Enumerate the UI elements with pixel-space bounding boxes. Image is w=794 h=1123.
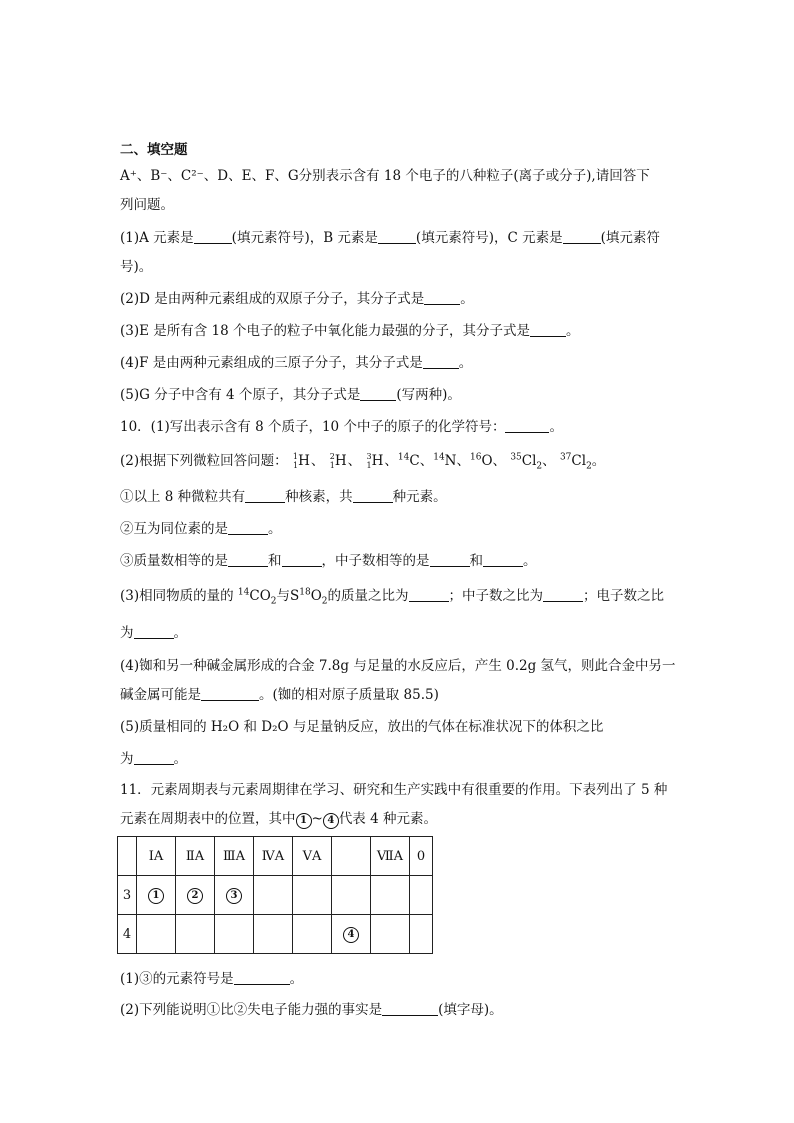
answer-blank[interactable] (194, 229, 232, 244)
table-cell (137, 915, 176, 954)
q10-p5-text: 为 (120, 751, 134, 767)
answer-blank[interactable] (382, 1001, 438, 1016)
q10-part1 (120, 418, 690, 436)
marker-2: 2 (187, 888, 203, 904)
q11-p1-text: (1)③的元素符号是 (120, 971, 234, 987)
q9-part2 (120, 290, 690, 308)
q9-p3-text: (3)E 是所有含 18 个电子的粒子中氧化能力最强的分子，其分子式是 (120, 323, 531, 339)
q10-part2: (2)根据下列微粒回答问题： $^1_1$H、 $^2_1$H、 $^3_1$H、$^{14}$C、$^{14}$N、$^{16}$O、 $^{35}Cl_2$、 $^{37}Cl_2$。 (120, 452, 606, 472)
q10-c3 (120, 552, 690, 570)
table-cell (176, 876, 215, 915)
answer-blank[interactable] (134, 750, 174, 765)
answer-blank[interactable] (228, 552, 268, 567)
q11-p2-text: (填字母)。 (438, 1002, 503, 1018)
q11-stem: 代表 4 种元素。 (338, 811, 437, 827)
q9-p1-text: 号)。 (120, 259, 153, 275)
q9-p4-text: 。 (458, 355, 473, 371)
q10-p4-text: 碱金属可能是 (120, 687, 201, 703)
q10-p5-text: (5)质量相同的 H₂O 和 D₂O 与足量钠反应，放出的气体在标准状况下的体积之比 (120, 719, 604, 735)
answer-blank[interactable] (282, 552, 322, 567)
table-cell (332, 876, 371, 915)
q10-p1-text: 。 (549, 419, 563, 435)
table-cell (410, 876, 433, 915)
q11-stem-line1 (120, 781, 690, 799)
q10-c1 (120, 488, 690, 506)
answer-blank[interactable] (530, 322, 566, 337)
q9-part1-cont (120, 258, 690, 276)
q9-p1-text: (1)A 元素是 (120, 230, 194, 246)
particle-o16: O (481, 453, 493, 469)
q10-c3-text: ，中子数相等的是 (321, 553, 430, 569)
answer-blank[interactable] (360, 386, 396, 401)
table-cell (293, 876, 332, 915)
answer-blank[interactable] (423, 354, 459, 369)
q10-p2-end: 。 (591, 453, 606, 469)
q10-part3: (3)相同物质的量的 $^{14}CO_2$与$S^{18}O_2$的质量之比为 ；中子数之比为 ；电子数之比 (120, 587, 665, 607)
q10-c2-text: 。 (268, 521, 282, 537)
answer-blank[interactable] (505, 418, 549, 433)
answer-blank[interactable] (563, 229, 601, 244)
q10-c3-text: 和 (268, 553, 282, 569)
q11-stem-line2 (120, 810, 690, 829)
q10-p3-text: 与 (276, 588, 291, 604)
q9-part5 (120, 386, 690, 404)
table-cell (137, 876, 176, 915)
table-cell (332, 837, 371, 876)
q9-p1-text: (填元素符 (600, 230, 660, 246)
q10-p5-text: 。 (173, 751, 187, 767)
table-cell (410, 915, 433, 954)
q10-p3-text: ；电子数之比 (583, 588, 665, 604)
q9-part3 (120, 322, 690, 340)
answer-blank[interactable] (134, 624, 174, 639)
answer-blank[interactable] (430, 552, 470, 567)
table-cell: ⅡA (176, 837, 215, 876)
answer-blank[interactable] (245, 488, 285, 503)
table-cell: 3 (118, 876, 137, 915)
q10-c3-text: ③质量数相等的是 (120, 553, 228, 569)
q9-p2-text: 。 (460, 291, 474, 307)
marker-1: 1 (148, 888, 164, 904)
q10-c1-text: ①以上 8 种微粒共有 (120, 489, 246, 505)
q9-part1 (120, 229, 690, 247)
q9-part4 (120, 354, 690, 372)
table-row-3 (118, 876, 433, 915)
q10-c1-text: 种元素。 (392, 489, 447, 505)
particle-h2: $^2_1$H (329, 452, 347, 470)
particle-c14: C (409, 453, 420, 469)
particle-h1: $^1_1$H (292, 452, 310, 470)
q9-p1-text: (填元素符号)，B 元素是 (231, 230, 378, 246)
table-cell (371, 876, 410, 915)
section-title: 二、填空题 (120, 142, 188, 158)
answer-blank[interactable] (483, 552, 523, 567)
q11-p2-text: (2)下列能说明①比②失电子能力强的事实是 (120, 1002, 383, 1018)
table-cell (215, 876, 254, 915)
q9-stem-1: A⁺、B⁻、C²⁻、D、E、F、G分别表示含有 18 个电子的八种粒子(离子或分子),请回答下 (120, 168, 650, 184)
q10-c3-text: 。 (523, 553, 537, 569)
q10-part4 (120, 657, 690, 675)
answer-blank[interactable] (234, 970, 290, 985)
q11-part1 (120, 970, 690, 988)
q10-p4-text: 。(铷的相对原子质量取 85.5) (259, 687, 439, 703)
table-header-row (118, 837, 433, 876)
q10-part3-cont (120, 624, 690, 642)
table-cell: ⅤA (293, 837, 332, 876)
q10-c1-text: 种核素，共 (285, 489, 353, 505)
marker-4: 4 (343, 927, 359, 943)
periodic-table (117, 836, 433, 954)
q9-p4-text: (4)F 是由两种元素组成的三原子分子，其分子式是 (120, 355, 423, 371)
q9-p1-text: (填元素符号)，C 元素是 (415, 230, 563, 246)
q10-c2 (120, 520, 690, 538)
table-cell: 4 (118, 915, 137, 954)
marker-4: 4 (323, 813, 339, 829)
table-cell: ⅦA (371, 837, 410, 876)
q9-stem-2: 列问题。 (120, 197, 174, 213)
particle-cl35: Cl (521, 453, 537, 469)
answer-blank[interactable] (353, 488, 393, 503)
particle-cl37: Cl (571, 453, 587, 469)
table-row-4 (118, 915, 433, 954)
table-cell (118, 837, 137, 876)
table-cell: ⅠA (137, 837, 176, 876)
q10-p3-text: 的质量之比为 (327, 588, 409, 604)
q10-p1-text: 10．(1)写出表示含有 8 个质子，10 个中子的原子的化学符号： (120, 419, 506, 435)
q9-p5-text: (写两种)。 (396, 387, 461, 403)
q10-c2-text: ②互为同位素的是 (120, 521, 228, 537)
q9-stem-line1 (120, 167, 690, 185)
answer-blank[interactable] (424, 290, 460, 305)
marker-1: 1 (296, 813, 312, 829)
q10-p3-text: 。 (173, 625, 187, 641)
q10-p4-text: (4)铷和另一种碱金属形成的合金 7.8g 与足量的水反应后，产生 0.2g 氢气，则此合金中另一 (120, 658, 676, 674)
table-cell (176, 915, 215, 954)
q10-p2-text: (2)根据下列微粒回答问题： (120, 453, 288, 469)
q10-p3-text: 为 (120, 625, 134, 641)
table-cell (293, 915, 332, 954)
table-cell (254, 876, 293, 915)
q11-stem: 元素在周期表中的位置，其中 (120, 811, 296, 827)
q10-part5-cont (120, 750, 690, 768)
q9-stem-line2 (120, 196, 690, 214)
table-cell: 0 (410, 837, 433, 876)
q10-part5 (120, 718, 690, 736)
answer-blank[interactable] (201, 686, 259, 701)
q10-part4-cont (120, 686, 690, 704)
table-cell (332, 915, 371, 954)
q11-part2 (120, 1001, 690, 1019)
particle-n14: N (444, 453, 457, 469)
q9-p2-text: (2)D 是由两种元素组成的双原子分子，其分子式是 (120, 291, 425, 307)
marker-3: 3 (226, 888, 242, 904)
answer-blank[interactable] (543, 587, 583, 602)
table-cell: ⅢA (215, 837, 254, 876)
q10-c3-text: 和 (469, 553, 483, 569)
q10-p3-text: (3)相同物质的量的 (120, 588, 234, 604)
table-cell: ⅣA (254, 837, 293, 876)
table-cell (215, 915, 254, 954)
answer-blank[interactable] (378, 229, 416, 244)
q9-p5-text: (5)G 分子中含有 4 个原子，其分子式是 (120, 387, 361, 403)
table-cell (254, 915, 293, 954)
answer-blank[interactable] (228, 520, 268, 535)
answer-blank[interactable] (409, 587, 449, 602)
q11-p1-text: 。 (289, 971, 304, 987)
q9-p3-text: 。 (566, 323, 580, 339)
particle-h3: $^3_1$H (366, 452, 384, 470)
q11-stem: ~ (311, 811, 323, 827)
table-cell (371, 915, 410, 954)
q10-p3-text: ；中子数之比为 (448, 588, 544, 604)
q11-stem: 11．元素周期表与元素周期律在学习、研究和生产实践中有很重要的作用。下表列出了 5 种 (120, 782, 668, 798)
